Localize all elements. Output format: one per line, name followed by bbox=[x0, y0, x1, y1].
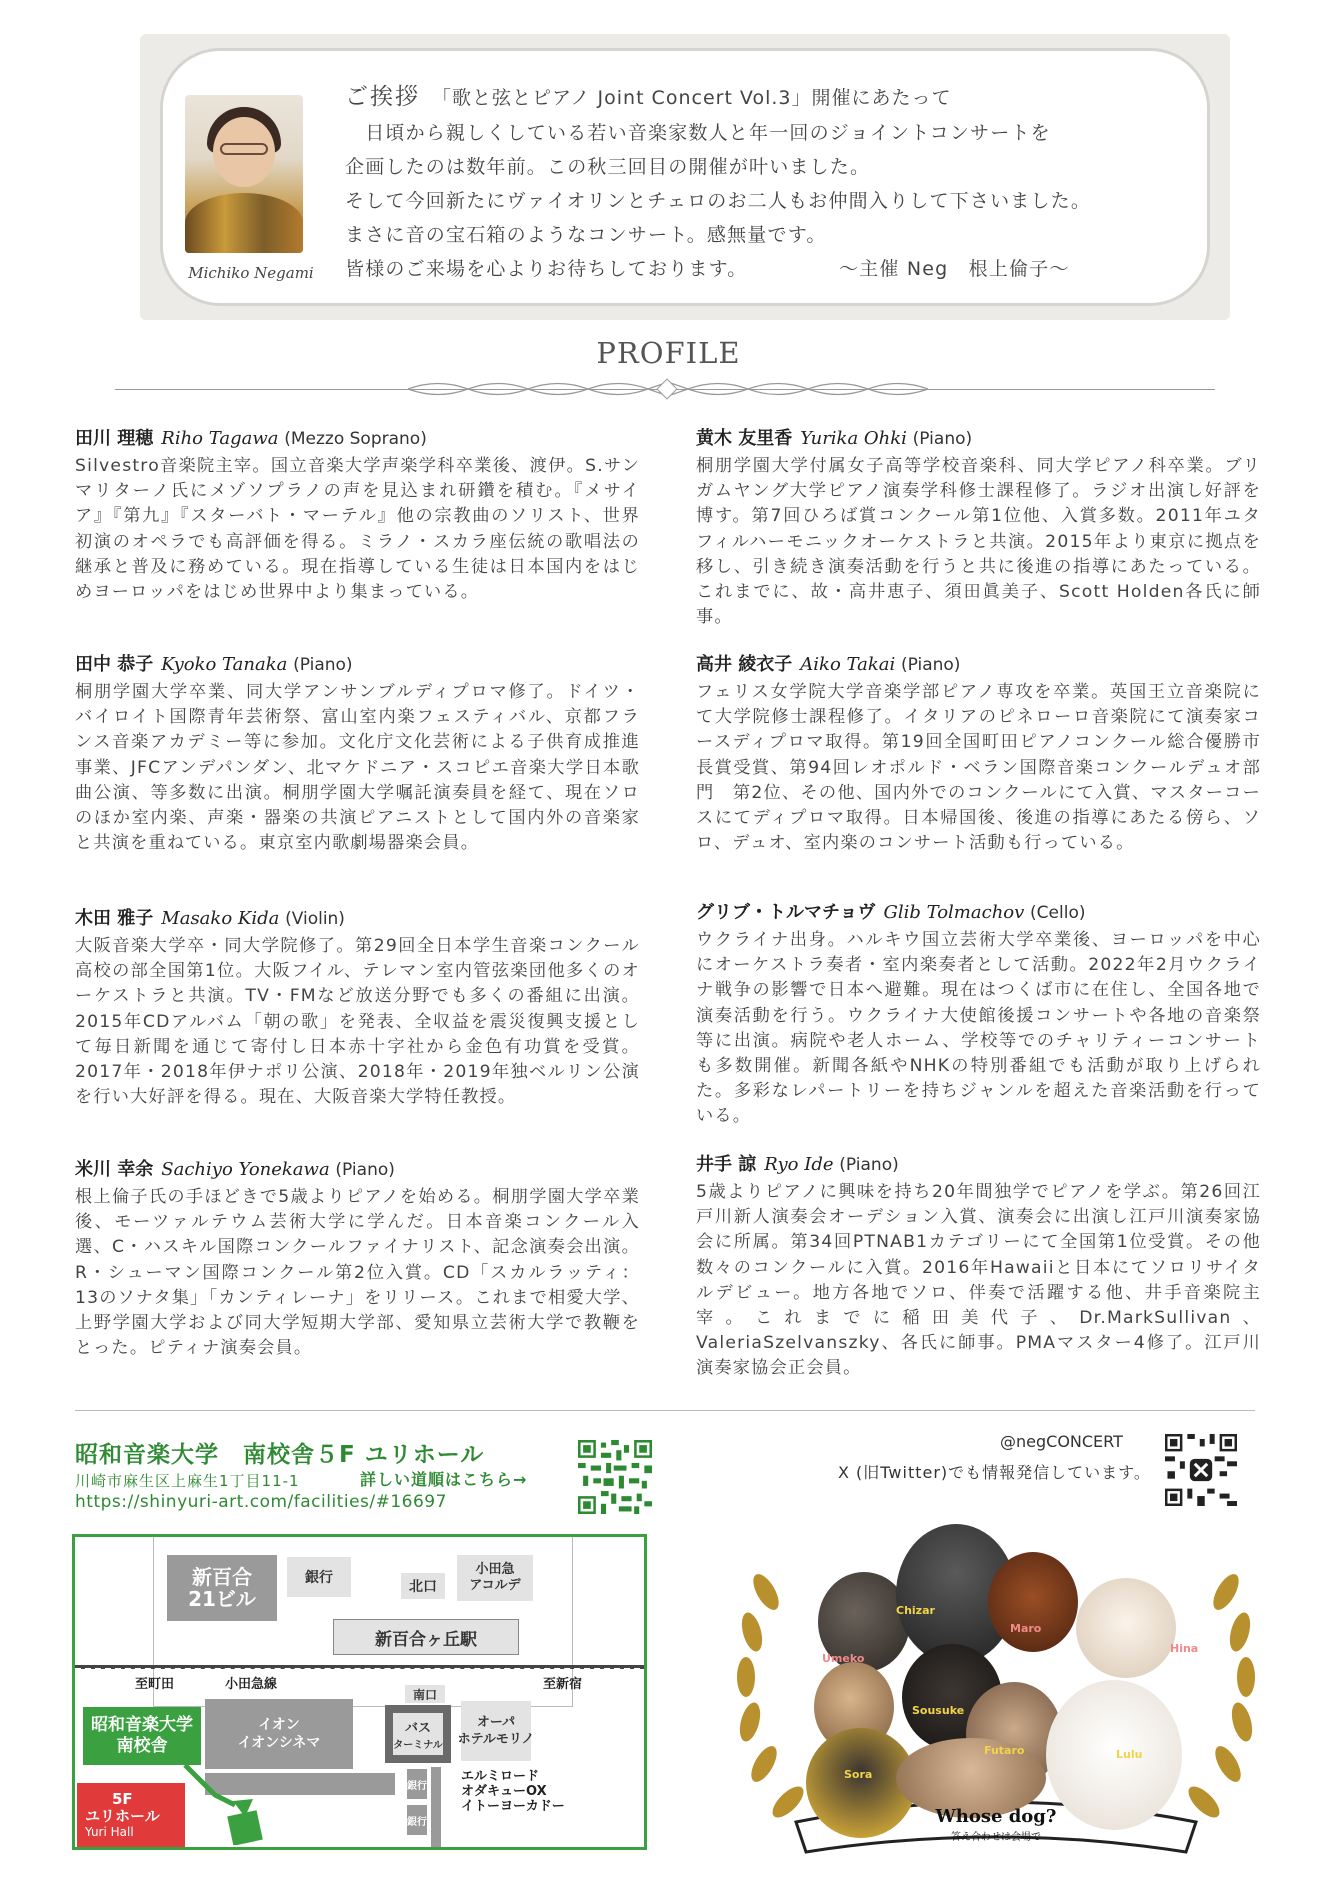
venue-url-link[interactable]: https://shinyuri-art.com/facilities/#16697 bbox=[75, 1492, 447, 1512]
map-yuri-hall bbox=[77, 1783, 185, 1847]
profile-name-jp: 井手 諒 bbox=[696, 1154, 757, 1175]
profile-glib-tolmachov bbox=[696, 898, 1261, 1130]
profile-bio: Silvestro音楽院主宰。国立音楽大学声楽学科卒業後、渡伊。S.サンマリターノ氏にメゾソプラノの声を見込まれ研鑽を積む。『メサイア』『第九』『スターバト・マーテル』他の宗教曲のソリスト、世界初演のオペラでも高評価を得る。ミラノ・スカラ座伝統の歌唱法の継承と普及に務めている。現在指導している生徒は日本国内をはじめヨーロッパをはじめ世界中より集まっている。 bbox=[75, 456, 640, 603]
map-bus-terminal-line2: ターミナル bbox=[393, 1740, 443, 1751]
profile-instrument: (Mezzo Soprano) bbox=[284, 429, 427, 449]
profile-instrument: (Violin) bbox=[285, 909, 345, 929]
profile-name-roman: Aiko Takai bbox=[800, 654, 896, 675]
profile-name-roman: Kyoko Tanaka bbox=[161, 654, 288, 675]
dog-collage bbox=[726, 1512, 1266, 1862]
map-to-machida: 至町田 bbox=[135, 1677, 175, 1692]
profile-yurika-ohki bbox=[696, 424, 1261, 630]
social-note: X (旧Twitter)でも情報発信しています。 bbox=[838, 1463, 1151, 1482]
dog-name-sousuke: Sousuke bbox=[912, 1704, 965, 1717]
venue-map bbox=[72, 1534, 647, 1850]
map-station: 新百合ヶ丘駅 bbox=[333, 1619, 519, 1655]
social-qr-code-icon[interactable] bbox=[1165, 1434, 1237, 1506]
greeting-line: 日頃から親しくしている若い音楽家数人と年一回のジョイントコンサートを bbox=[345, 122, 1051, 144]
profile-name-roman: Yurika Ohki bbox=[800, 428, 907, 449]
map-opa: オーパ ホテルモリノ bbox=[461, 1701, 531, 1761]
profile-name-jp: グリブ・トルマチョヴ bbox=[696, 902, 876, 923]
profile-name-jp: 田川 理穂 bbox=[75, 428, 154, 449]
map-elumi: エルミロード オダキューOX イトーヨーカドー bbox=[461, 1769, 565, 1814]
venue-qr-code-icon[interactable] bbox=[578, 1440, 652, 1514]
profile-riho-tagawa bbox=[75, 424, 640, 605]
map-aeon: イオン イオンシネマ bbox=[205, 1699, 353, 1769]
dog-banner-subtitle: 答え合わせは会場で bbox=[951, 1832, 1041, 1843]
profile-name-roman: Masako Kida bbox=[161, 908, 280, 929]
map-bank: 銀行 bbox=[287, 1557, 351, 1597]
greeting-heading: ご挨拶 bbox=[345, 84, 420, 110]
profile-name-roman: Ryo Ide bbox=[764, 1154, 834, 1175]
map-odakyu-line: 小田急線 bbox=[225, 1677, 278, 1692]
map-odakyu-academy: 小田急 アコルデ bbox=[457, 1555, 533, 1601]
social-handle[interactable]: @negCONCERT bbox=[1000, 1432, 1123, 1451]
profile-name-jp: 木田 雅子 bbox=[75, 908, 154, 929]
greeting-line: そして今回新たにヴァイオリンとチェロのお二人もお仲間入りして下さいました。 bbox=[345, 190, 1092, 212]
profile-bio: 桐朋学園大学卒業、同大学アンサンブルディプロマ修了。ドイツ・バイロイト国際青年芸術祭、富山室内楽フェスティバル、京都フランス音楽アカデミー等に参加。文化庁文化芸術による子供育成推進事業、JFCアンデパンダン、北マケドニア・スコピエ音楽大学日本歌曲公演、等多数に出演。桐朋学園大学嘱託演奏員を経て、現在ソロのほか室内楽、声楽・器楽の共演ピアニストとして国内外の音楽家と共演を重ねている。東京室内歌劇場器楽会員。 bbox=[75, 682, 640, 854]
profile-name-jp: 田中 恭子 bbox=[75, 654, 154, 675]
profile-name-roman: Riho Tagawa bbox=[161, 428, 279, 449]
map-bank-3: 銀行 bbox=[407, 1805, 427, 1835]
greeting-subheading: 「歌と弦とピアノ Joint Concert Vol.3」開催にあたって bbox=[432, 87, 952, 109]
map-route-arrow-icon bbox=[175, 1765, 285, 1845]
map-bus-terminal bbox=[385, 1705, 451, 1763]
profile-bio: 大阪音楽大学卒・同大学院修了。第29回全日本学生音楽コンクール高校の部全国第1位。大阪フイル、テレマン室内管弦楽団他多くのオーケストラと共演。TV・FMなど放送分野でも多くの番組に出演。2015年CDアルバム「朝の歌」を発表、全収益を震災復興支援として毎日新聞を通じて寄付し日本赤十字社から金色有功賞を受賞。2017年・2018年伊ナポリ公演、2018年・2019年独ベルリン公演を行い大好評を得る。現在、大阪音楽大学特任教授。 bbox=[75, 936, 640, 1108]
directions-link[interactable]: 詳しい道順はこちら→ bbox=[360, 1470, 528, 1489]
profile-instrument: (Cello) bbox=[1030, 903, 1086, 923]
profile-bio: 根上倫子氏の手ほどきで5歳よりピアノを始める。桐朋学園大学卒業後、モーツァルテウム芸術大学に学んだ。日本音楽コンクール入選、C・ハスキル国際コンクールファイナリスト、記念演奏会出演。R・シューマン国際コンクール第2位入賞。CD「スカルラッティ：13のソナタ集」「カンティレーナ」をリリース。これまで相愛大学、上野学園大学および同大学短期大学部、愛知県立芸術大学で教鞭をとった。ピティナ演奏会員。 bbox=[75, 1187, 640, 1359]
greeting-line: 皆様のご来場を心よりお待ちしております。 ～主催 Neg 根上倫子～ bbox=[345, 258, 1070, 280]
venue-name: 昭和音楽大学 南校舎５F ユリホール bbox=[75, 1442, 485, 1468]
map-south-exit: 南口 bbox=[405, 1685, 445, 1703]
heading-ornament-icon bbox=[398, 378, 938, 400]
venue-address: 川崎市麻生区上麻生1丁目11-1 bbox=[75, 1472, 300, 1490]
profile-sachiyo-yonekawa bbox=[75, 1155, 640, 1361]
profile-name-jp: 高井 綾衣子 bbox=[696, 654, 793, 675]
dog-name-chizar: Chizar bbox=[896, 1604, 935, 1617]
section-divider bbox=[75, 1410, 1255, 1411]
profile-instrument: (Piano) bbox=[293, 655, 353, 675]
dog-name-hina: Hina bbox=[1170, 1642, 1199, 1655]
profile-ryo-ide bbox=[696, 1150, 1261, 1382]
profile-name-jp: 黄木 友里香 bbox=[696, 428, 793, 449]
profile-bio: フェリス女学院大学音楽学部ピアノ専攻を卒業。英国王立音楽院にて大学院修士課程修了。イタリアのピネローロ音楽院にて演奏家コースディプロマ取得。第19回全国町田ピアノコンクール総合優勝市長賞受賞、第94回レオポルド・ベラン国際音楽コンクールデュオ部門 第2位、その他、国内外でのコンクールにて入賞、マスターコースにてディプロマ取得。日本帰国後、後進の指導にあたる傍ら、ソロ、デュオ、室内楽のコンサート活動も行っている。 bbox=[696, 682, 1261, 854]
dog-banner-title: Whose dog? bbox=[935, 1806, 1057, 1827]
profile-masako-kida bbox=[75, 904, 640, 1110]
profile-heading: PROFILE bbox=[596, 336, 741, 370]
dog-name-umeko: Umeko bbox=[822, 1652, 865, 1665]
map-yuri-hall-jp: 5F ユリホール bbox=[85, 1790, 160, 1825]
profile-instrument: (Piano) bbox=[335, 1160, 395, 1180]
greeting-line: 企画したのは数年前。この秋三回目の開催が叶いました。 bbox=[345, 156, 871, 178]
map-bus-terminal-line1: バス bbox=[404, 1721, 431, 1736]
dog-name-futaro: Futaro bbox=[984, 1744, 1025, 1757]
dog-name-maro: Maro bbox=[1010, 1622, 1042, 1635]
map-to-shinjuku: 至新宿 bbox=[543, 1677, 583, 1692]
map-yuri-hall-en: Yuri Hall bbox=[85, 1825, 134, 1839]
dog-name-sora: Sora bbox=[844, 1768, 873, 1781]
organizer-photo bbox=[185, 95, 303, 253]
profile-bio: 桐朋学園大学付属女子高等学校音楽科、同大学ピアノ科卒業。ブリガムヤング大学ピアノ演奏学科修士課程修了。ラジオ出演し好評を博す。第7回ひろば賞コンクール第1位他、入賞多数。2011年ユタフィルハーモニックオーケストラと共演。2015年より東京に拠点を移し、引き続き演奏活動を行うと共に後進の指導にあたっている。これまでに、故・高井恵子、須田眞美子、Scott Holden各氏に師事。 bbox=[696, 456, 1261, 628]
profile-name-jp: 米川 幸余 bbox=[75, 1159, 154, 1180]
profile-aiko-takai bbox=[696, 650, 1261, 856]
map-north-exit: 北口 bbox=[401, 1573, 445, 1599]
profile-bio: 5歳よりピアノに興味を持ち20年間独学でピアノを学ぶ。第26回江戸川新人演奏会オーデション入賞、演奏会に出演し江戸川演奏家協会に所属。第34回PTNAB1カテゴリーにて全国第1位受賞。その他数々のコンクールに入賞。2016年Hawaiiと日本にてソロリサイタルデビュー。地方各地でソロ、伴奏で活躍する他、井手音楽院主宰。これまでに稲田美代子、Dr.MarkSullivan、ValeriaSzelvanszky、各氏に師事。PMAマスター4修了。江戸川演奏家協会正会員。 bbox=[696, 1182, 1261, 1379]
profile-instrument: (Piano) bbox=[839, 1155, 899, 1175]
map-bank-2: 銀行 bbox=[407, 1769, 427, 1799]
organizer-signature: Michiko Negami bbox=[188, 264, 314, 282]
greeting-title bbox=[345, 78, 951, 111]
greeting-line: まさに音の宝石箱のようなコンサート。感無量です。 bbox=[345, 224, 827, 246]
profile-name-roman: Sachiyo Yonekawa bbox=[161, 1159, 330, 1180]
profile-name-roman: Glib Tolmachov bbox=[883, 902, 1025, 923]
dog-name-lulu: Lulu bbox=[1116, 1748, 1143, 1761]
profile-instrument: (Piano) bbox=[900, 655, 961, 675]
profile-bio: ウクライナ出身。ハルキウ国立芸術大学卒業後、ヨーロッパを中心にオーケストラ奏者・室内楽奏者として活動。2022年2月ウクライナ戦争の影響で日本へ避難。現在はつくば市に在住し、全国各地で演奏活動を行う。ウクライナ大使館後援コンサートや各地の音楽祭等に出演。病院や老人ホーム、学校等でのチャリティーコンサートも多数開催。新聞各紙やNHKの特別番組でも活動が取り上げられた。多彩なレパートリーを持ちジャンルを超えた音楽活動を行っている。 bbox=[696, 930, 1261, 1127]
map-showa-south: 昭和音楽大学 南校舎 bbox=[83, 1707, 201, 1765]
profile-instrument: (Piano) bbox=[912, 429, 973, 449]
map-building-21: 新百合 21ビル bbox=[167, 1555, 277, 1621]
profile-kyoko-tanaka bbox=[75, 650, 640, 856]
